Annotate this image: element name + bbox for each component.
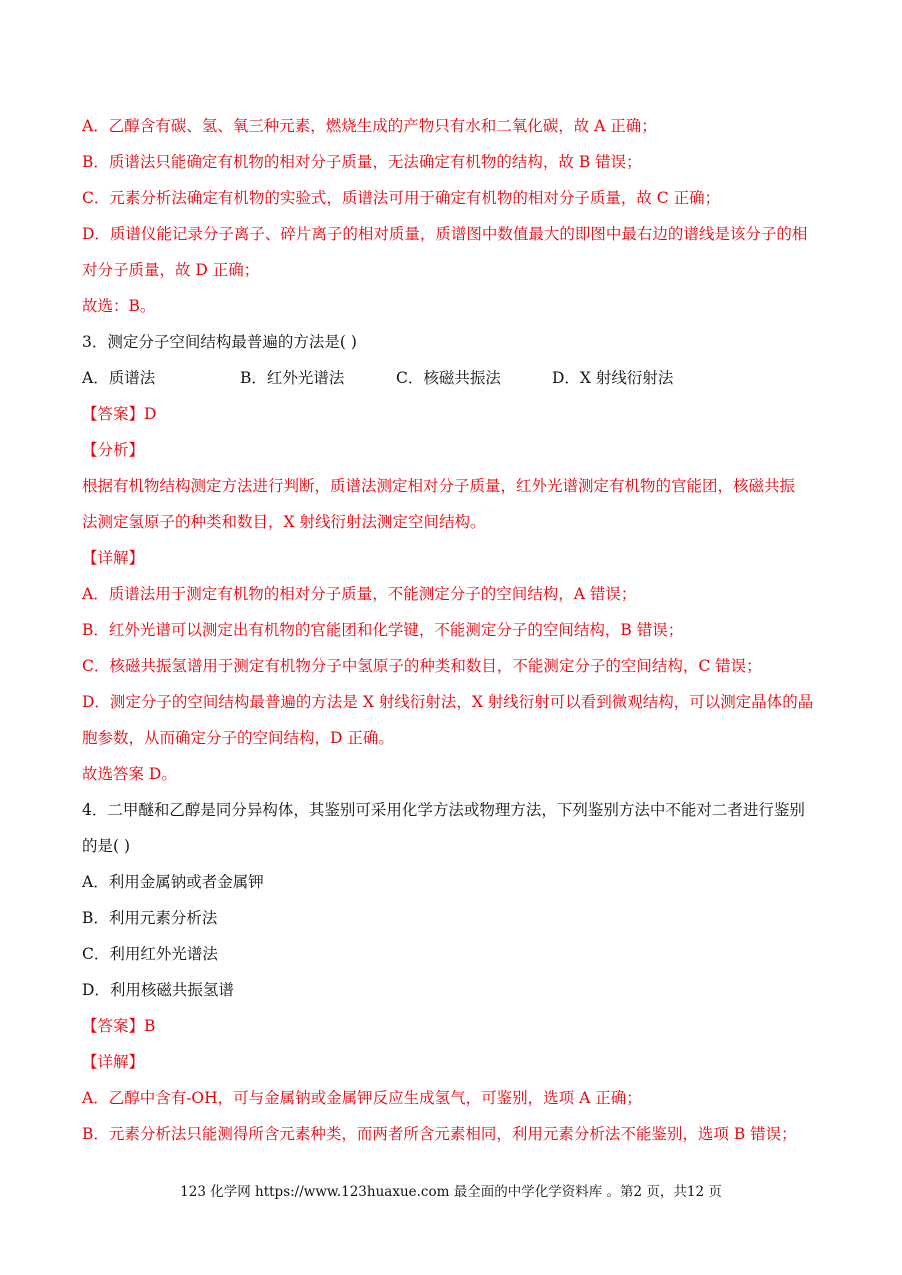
q3-option-a: A．质谱法: [82, 369, 156, 387]
q4-question-line2: 的是( ): [82, 837, 131, 855]
q3-analysis-label: 【分析】: [82, 441, 145, 459]
q3-option-d: D．X 射线衍射法: [552, 369, 674, 387]
q3-detail-option-d-line2: 胞参数，从而确定分子的空间结构，D 正确。: [82, 729, 394, 747]
q4-detail-option-b: B．元素分析法只能测得所含元素种类，而两者所含元素相同，利用元素分析法不能鉴别，选项 B 错误；: [82, 1125, 797, 1143]
q3-answer: [82, 404, 156, 424]
q4-answer: [82, 1016, 155, 1036]
q2-detail-option-c: C．元素分析法确定有机物的实验式，质谱法可用于确定有机物的相对分子质量，故 C 正确；: [82, 189, 721, 207]
q3-detail-option-a: A．质谱法用于测定有机物的相对分子质量，不能测定分子的空间结构，A 错误；: [82, 585, 637, 603]
q3-analysis-line2: 法测定氢原子的种类和数目，X 射线衍射法测定空间结构。: [82, 513, 486, 531]
q3-options: [82, 368, 822, 388]
q2-conclusion: 故选：B。: [82, 297, 156, 315]
answer-value: B: [144, 1017, 156, 1035]
q3-detail-option-c: C．核磁共振氢谱用于测定有机物分子中氢原子的种类和数目，不能测定分子的空间结构，C 错误；: [82, 657, 762, 675]
q3-option-c: C．核磁共振法: [396, 369, 501, 387]
q3-detail-option-b: B．红外光谱可以测定出有机物的官能团和化学键，不能测定分子的空间结构，B 错误；: [82, 621, 684, 639]
q3-option-b: B．红外光谱法: [240, 369, 345, 387]
q4-question-line1: 4．二甲醚和乙醇是同分异构体，其鉴别可采用化学方法或物理方法，下列鉴别方法中不能对二者进行鉴别: [82, 801, 805, 819]
q3-detail-label: 【详解】: [82, 549, 145, 567]
q2-detail-option-a: A．乙醇含有碳、氢、氧三种元素，燃烧生成的产物只有水和二氧化碳，故 A 正确；: [82, 117, 657, 135]
q2-detail-option-d-line1: D．质谱仪能记录分子离子、碎片离子的相对质量，质谱图中数值最大的即图中最右边的谱线是该分子的相: [82, 225, 808, 243]
page-footer: 123 化学网 https://www.123huaxue.com 最全面的中学化学资料库 。第2 页，共12 页: [180, 1184, 722, 1200]
q4-option-c: C．利用红外光谱法: [82, 945, 218, 963]
q4-option-d: D．利用核磁共振氢谱: [82, 981, 234, 999]
answer-label: 【答案】: [82, 405, 145, 423]
q3-conclusion: 故选答案 D。: [82, 765, 177, 783]
q3-analysis-line1: 根据有机物结构测定方法进行判断，质谱法测定相对分子质量，红外光谱测定有机物的官能团，核磁共振: [82, 477, 796, 495]
q2-detail-option-b: B．质谱法只能确定有机物的相对分子质量，无法确定有机物的结构，故 B 错误；: [82, 153, 642, 171]
q3-detail-option-d-line1: D．测定分子的空间结构最普遍的方法是 X 射线衍射法，X 射线衍射可以看到微观结构，可以测定晶体的晶: [82, 693, 814, 711]
answer-value: D: [144, 405, 157, 423]
q4-detail-label: 【详解】: [82, 1053, 145, 1071]
q4-option-b: B．利用元素分析法: [82, 909, 218, 927]
q2-detail-option-d-line2: 对分子质量，故 D 正确；: [82, 261, 260, 279]
q4-option-a: A．利用金属钠或者金属钾: [82, 873, 264, 891]
answer-label: 【答案】: [82, 1017, 145, 1035]
q4-detail-option-a: A．乙醇中含有-OH，可与金属钠或金属钾反应生成氢气，可鉴别，选项 A 正确；: [82, 1089, 642, 1107]
q3-question: 3．测定分子空间结构最普遍的方法是( ): [82, 333, 357, 351]
